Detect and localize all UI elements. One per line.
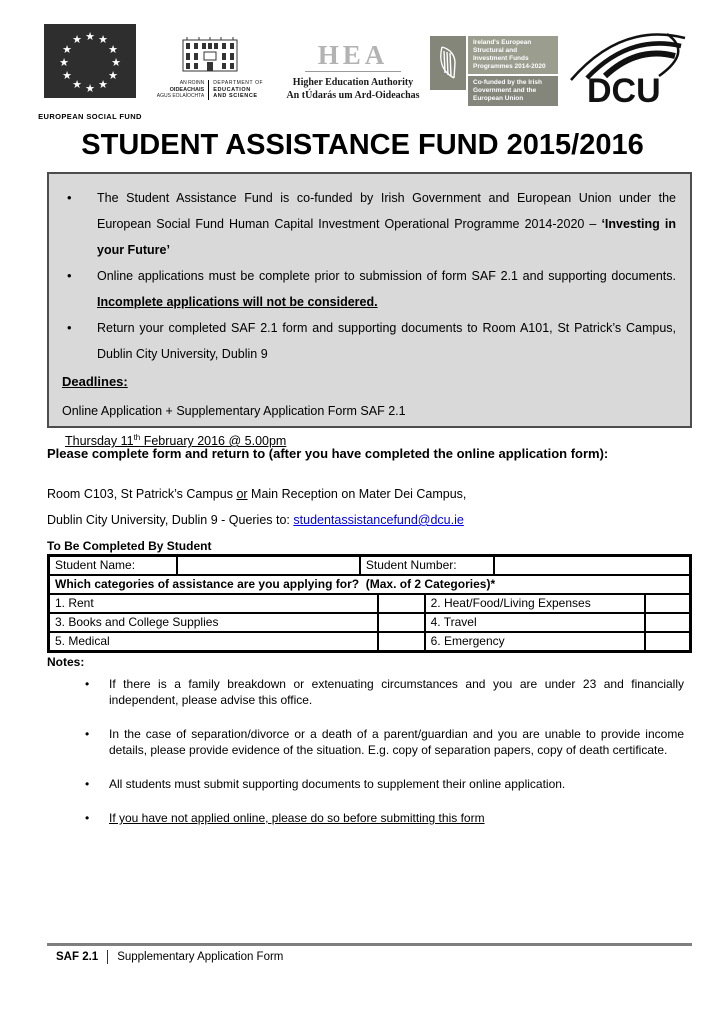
harp-panel: [430, 36, 466, 90]
category-label: 6. Emergency: [425, 632, 646, 651]
esif-badge: [430, 36, 558, 102]
edu-irish-mid: OIDEACHAIS: [169, 86, 205, 93]
footer-form-label: Supplementary Application Form: [117, 951, 284, 963]
hea-acronym: HEA: [317, 40, 389, 70]
info-bullet-2-bold: Incomplete applications will not be considered.: [97, 295, 378, 309]
student-number-field: [494, 556, 690, 575]
table-row-categories-header: [49, 575, 690, 594]
info-bullet-2-text: Online applications must be complete prior to submission of form SAF 2.1 and supporting documents.: [97, 269, 676, 283]
deadline-date-ordinal: th: [133, 433, 141, 442]
deadlines-heading: Deadlines:: [62, 374, 128, 389]
info-bullet-3-text: Return your completed SAF 2.1 form and supporting documents to Room A101, St Patrick’s Campus, Dublin City University, Dublin 9: [97, 321, 676, 361]
note-item-3: • All students must submit supporting documents to supplement their online application.: [47, 776, 692, 792]
info-bullet-list: [49, 185, 690, 367]
address-line-1-part2: Main Reception on Mater Dei Campus,: [247, 487, 467, 501]
category-checkbox-cell: [645, 632, 690, 651]
student-name-field: [177, 556, 360, 575]
address-line-1-or: or: [236, 487, 248, 501]
edu-irish-bottom: AGUS EOLAÍOCHTA: [156, 93, 205, 99]
svg-text:★: ★: [72, 33, 82, 46]
edu-english-top: DEPARTMENT OF: [213, 80, 264, 86]
svg-text:★: ★: [59, 56, 69, 69]
categories-header: Which categories of assistance are you applying for? (Max. of 2 Categories)*: [49, 575, 690, 594]
footer-form-code: SAF 2.1: [56, 951, 99, 963]
table-section-title: To Be Completed By Student: [47, 539, 212, 553]
address-line-1-part1: Room C103, St Patrick’s Campus: [47, 487, 237, 501]
category-checkbox-cell: [378, 594, 425, 613]
education-dept-logo: [144, 32, 276, 100]
table-row-category-1: [49, 594, 690, 613]
esif-top-text: Ireland's European Structural and Investment Funds Programmes 2014-2020: [468, 36, 558, 74]
svg-text:★: ★: [62, 43, 72, 56]
eu-flag-icon: [44, 24, 136, 98]
note-item-2: • In the case of separation/divorce or a death of a parent/guardian and you are unable to provide income details, please provide evidence of the situation. E.g. copy of separation papers, copy of death certificate.: [47, 726, 692, 758]
address-line-1: [47, 481, 692, 507]
esif-bottom-text: Co-funded by the Irish Government and the European Union: [468, 76, 558, 106]
edu-english-bottom: AND SCIENCE: [213, 93, 258, 99]
page-title: STUDENT ASSISTANCE FUND 2015/2016: [81, 129, 644, 161]
notes-title: Notes:: [47, 655, 85, 669]
dcu-swoosh-icon: [563, 18, 695, 110]
address-line-2: [47, 507, 692, 533]
esf-logo: [38, 24, 142, 121]
category-label: 2. Heat/Food/Living Expenses: [425, 594, 646, 613]
return-address: [47, 481, 692, 533]
table-row-identity: [49, 556, 690, 575]
student-name-label: Student Name:: [49, 556, 177, 575]
info-bullet-2: [49, 263, 676, 315]
dcu-wordmark: DCU: [587, 72, 661, 110]
esf-label: EUROPEAN SOCIAL FUND: [38, 112, 142, 121]
svg-text:★: ★: [98, 33, 108, 46]
svg-text:★: ★: [62, 69, 72, 82]
category-label: 4. Travel: [425, 613, 646, 632]
info-bullet-1-text: The Student Assistance Fund is co-funded by Irish Government and European Union under the European Social Fund Human Capital Investment Operational Programme 2014-2020 –: [97, 191, 676, 231]
table-row-category-3: [49, 632, 690, 651]
hea-line2: An tÚdarás um Ard-Oideachas: [286, 89, 420, 101]
note-item-1: • If there is a family breakdown or extenuating circumstances and you are under 23 and financially independent, please advise this office.: [47, 676, 692, 708]
category-label: 3. Books and College Supplies: [49, 613, 378, 632]
svg-text:★: ★: [85, 30, 95, 43]
page-footer: [47, 943, 692, 964]
svg-text:★: ★: [108, 43, 118, 56]
deadline-date-prefix: Thursday 11: [65, 434, 134, 449]
category-label: 5. Medical: [49, 632, 378, 651]
category-checkbox-cell: [378, 632, 425, 651]
student-number-label: Student Number:: [360, 556, 495, 575]
hea-divider: [305, 71, 401, 72]
svg-text:★: ★: [108, 69, 118, 82]
queries-email-link[interactable]: studentassistancefund@dcu.ie: [293, 513, 464, 527]
student-table: [47, 554, 692, 653]
header-logo-row: [38, 16, 698, 121]
education-dept-text: [144, 80, 276, 100]
notes-section: [47, 655, 692, 844]
svg-text:★: ★: [111, 56, 121, 69]
note-item-4: • If you have not applied online, please do so before submitting this form: [47, 810, 692, 826]
edu-irish-top: AN ROINN: [179, 80, 205, 86]
info-bullet-3: [49, 315, 676, 367]
svg-text:★: ★: [98, 78, 108, 91]
info-box: [47, 172, 692, 449]
svg-text:★: ★: [72, 78, 82, 91]
edu-english-mid: EDUCATION: [213, 86, 251, 93]
return-instructions-heading: Please complete form and return to (after you have completed the online application form):: [47, 446, 609, 461]
info-bullet-1-bold: ‘Investing in your Future’: [97, 217, 676, 257]
category-checkbox-cell: [645, 594, 690, 613]
notes-list: [47, 676, 692, 826]
hea-logo: [278, 42, 428, 102]
footer-separator: [107, 950, 108, 964]
svg-text:★: ★: [85, 82, 95, 95]
table-row-category-2: [49, 613, 690, 632]
category-checkbox-cell: [645, 613, 690, 632]
building-icon: [177, 32, 243, 72]
category-label: 1. Rent: [49, 594, 378, 613]
hea-line1: Higher Education Authority: [292, 77, 414, 88]
deadline-date-suffix: February 2016 @ 5.00pm: [140, 434, 287, 449]
harp-icon: [438, 45, 458, 81]
category-checkbox-cell: [378, 613, 425, 632]
address-line-2-text: Dublin City University, Dublin 9 - Queries to:: [47, 513, 294, 527]
deadline-description: Online Application + Supplementary Application Form SAF 2.1: [62, 404, 406, 418]
dcu-logo: [560, 18, 698, 115]
info-bullet-1: [49, 185, 676, 263]
